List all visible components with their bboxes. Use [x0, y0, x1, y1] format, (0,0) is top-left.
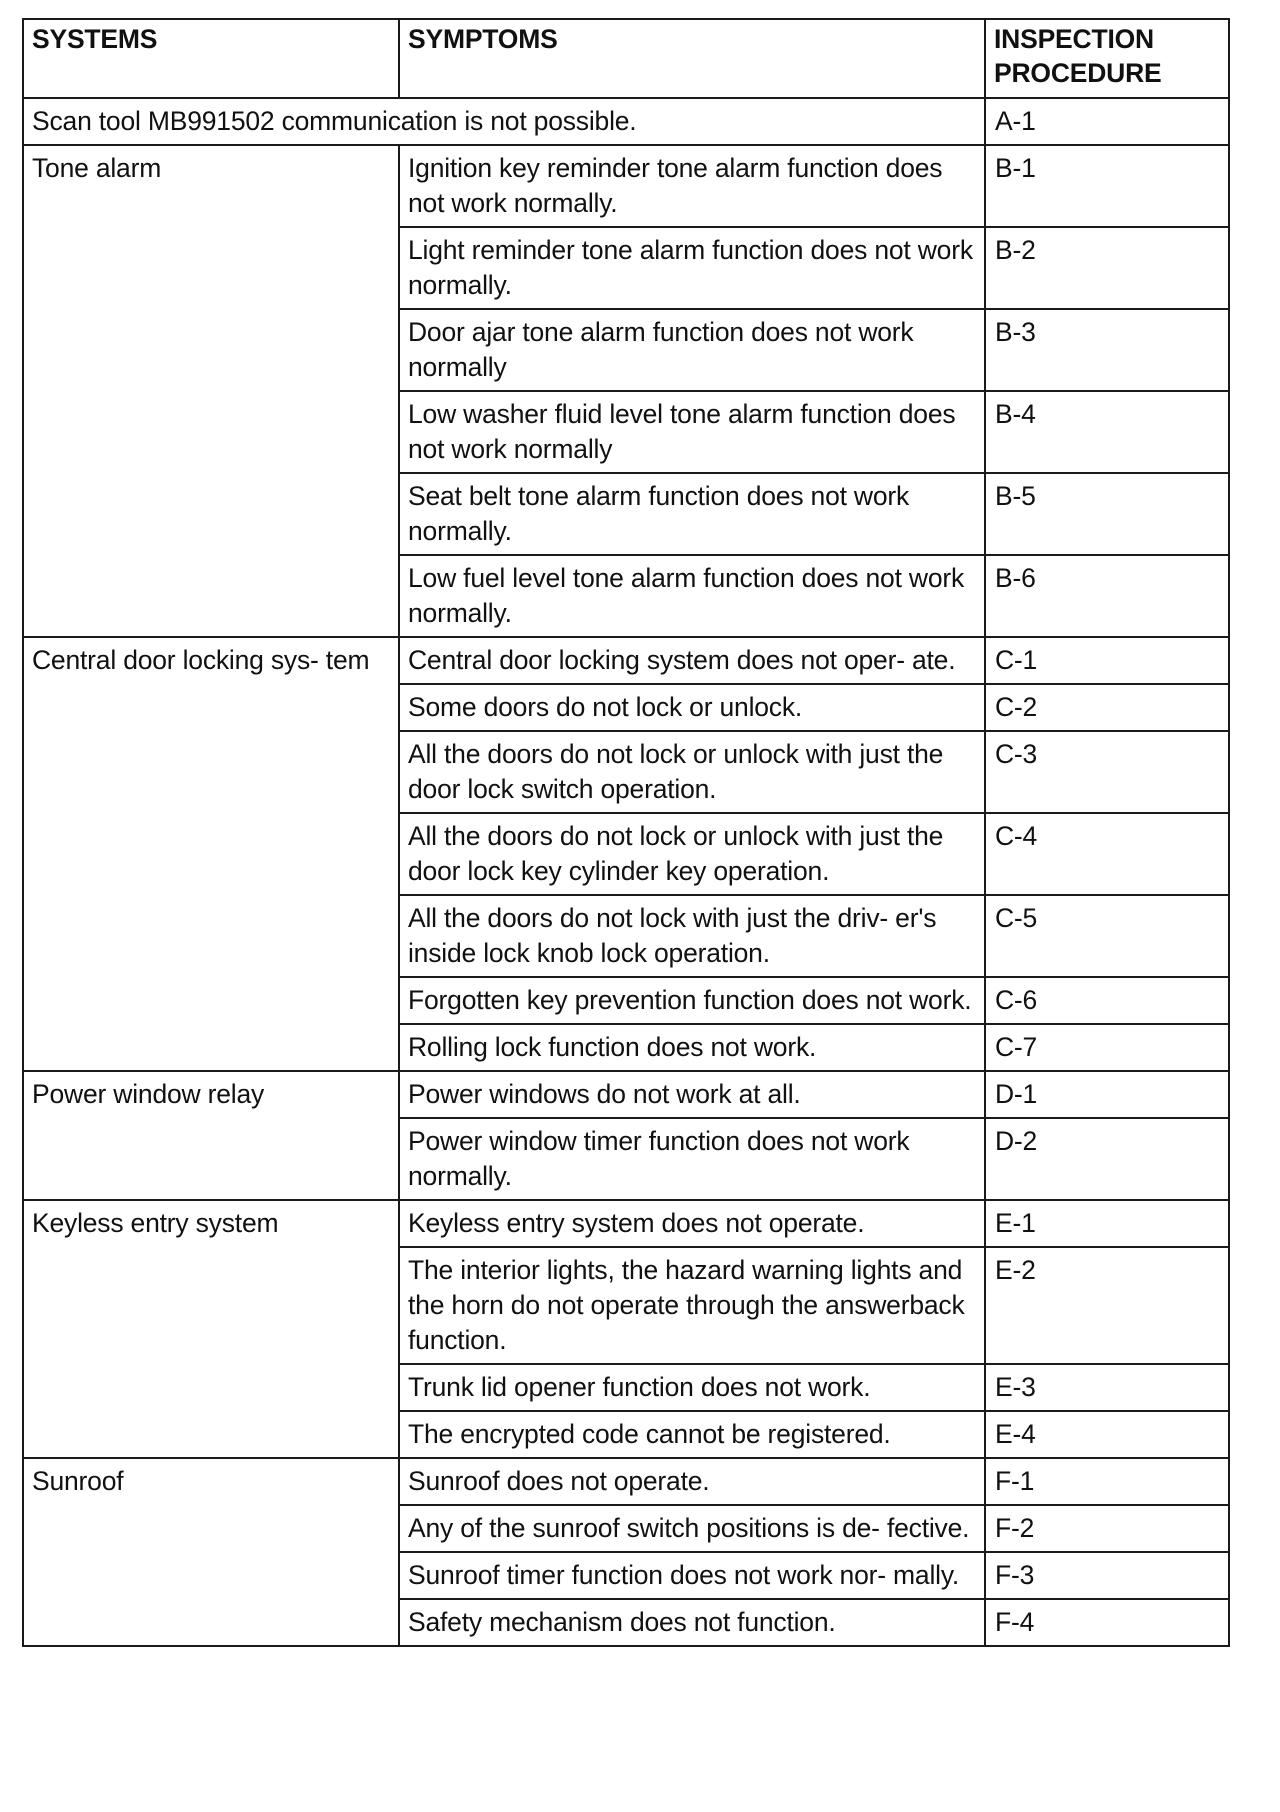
symptom-cell: The interior lights, the hazard warning lights and the horn do not operate through the answerback function. — [399, 1247, 985, 1364]
header-inspection-line1: INSPECTION — [994, 24, 1154, 54]
procedure-cell: B-4 — [985, 391, 1229, 473]
symptom-cell: All the doors do not lock with just the driv- er's inside lock knob lock operation. — [399, 895, 985, 977]
header-inspection-procedure — [985, 19, 1229, 98]
table-row — [23, 1200, 1229, 1247]
symptom-cell: All the doors do not lock or unlock with just the door lock key cylinder key operation. — [399, 813, 985, 895]
table-row — [23, 145, 1229, 227]
symptom-cell: All the doors do not lock or unlock with just the door lock switch operation. — [399, 731, 985, 813]
procedure-cell: C-7 — [985, 1024, 1229, 1071]
procedure-cell: F-4 — [985, 1599, 1229, 1646]
symptom-cell: Light reminder tone alarm function does not work normally. — [399, 227, 985, 309]
system-keyless-entry: Keyless entry system — [23, 1200, 399, 1458]
symptom-cell: Power windows do not work at all. — [399, 1071, 985, 1118]
symptom-cell: Power window timer function does not work normally. — [399, 1118, 985, 1200]
procedure-cell: B-2 — [985, 227, 1229, 309]
procedure-cell: D-2 — [985, 1118, 1229, 1200]
symptom-cell: Door ajar tone alarm function does not work normally — [399, 309, 985, 391]
procedure-cell: C-5 — [985, 895, 1229, 977]
symptom-cell: Central door locking system does not oper- ate. — [399, 637, 985, 684]
procedure-cell: D-1 — [985, 1071, 1229, 1118]
scan-tool-procedure: A-1 — [985, 98, 1229, 145]
procedure-cell: C-1 — [985, 637, 1229, 684]
symptom-cell: Seat belt tone alarm function does not work normally. — [399, 473, 985, 555]
symptom-cell: Low washer fluid level tone alarm function does not work normally — [399, 391, 985, 473]
procedure-cell: B-6 — [985, 555, 1229, 637]
header-inspection-line2: PROCEDURE — [994, 58, 1162, 88]
symptom-cell: Ignition key reminder tone alarm function does not work normally. — [399, 145, 985, 227]
symptom-cell: Sunroof does not operate. — [399, 1458, 985, 1505]
symptom-cell: The encrypted code cannot be registered. — [399, 1411, 985, 1458]
procedure-cell: B-3 — [985, 309, 1229, 391]
procedure-cell: C-2 — [985, 684, 1229, 731]
symptom-cell: Low fuel level tone alarm function does not work normally. — [399, 555, 985, 637]
symptom-chart — [22, 18, 1228, 1647]
procedure-cell: F-3 — [985, 1552, 1229, 1599]
scan-tool-text: Scan tool MB991502 communication is not possible. — [23, 98, 985, 145]
system-power-window-relay: Power window relay — [23, 1071, 399, 1200]
inspection-table — [22, 18, 1230, 1647]
procedure-cell: E-3 — [985, 1364, 1229, 1411]
table-row — [23, 1071, 1229, 1118]
symptom-cell: Sunroof timer function does not work nor- mally. — [399, 1552, 985, 1599]
system-sunroof: Sunroof — [23, 1458, 399, 1646]
symptom-cell: Trunk lid opener function does not work. — [399, 1364, 985, 1411]
symptom-cell: Some doors do not lock or unlock. — [399, 684, 985, 731]
procedure-cell: F-1 — [985, 1458, 1229, 1505]
system-central-door-locking: Central door locking sys- tem — [23, 637, 399, 1071]
table-row — [23, 1458, 1229, 1505]
symptom-cell: Keyless entry system does not operate. — [399, 1200, 985, 1247]
symptom-cell: Forgotten key prevention function does not work. — [399, 977, 985, 1024]
scan-tool-row — [23, 98, 1229, 145]
header-systems: SYSTEMS — [23, 19, 399, 98]
procedure-cell: E-1 — [985, 1200, 1229, 1247]
procedure-cell: E-2 — [985, 1247, 1229, 1364]
procedure-cell: C-3 — [985, 731, 1229, 813]
procedure-cell: B-1 — [985, 145, 1229, 227]
procedure-cell: E-4 — [985, 1411, 1229, 1458]
header-symptoms: SYMPTOMS — [399, 19, 985, 98]
procedure-cell: B-5 — [985, 473, 1229, 555]
table-row — [23, 637, 1229, 684]
symptom-cell: Rolling lock function does not work. — [399, 1024, 985, 1071]
symptom-cell: Any of the sunroof switch positions is de- fective. — [399, 1505, 985, 1552]
procedure-cell: C-6 — [985, 977, 1229, 1024]
header-row — [23, 19, 1229, 98]
system-tone-alarm: Tone alarm — [23, 145, 399, 637]
symptom-cell: Safety mechanism does not function. — [399, 1599, 985, 1646]
procedure-cell: C-4 — [985, 813, 1229, 895]
procedure-cell: F-2 — [985, 1505, 1229, 1552]
